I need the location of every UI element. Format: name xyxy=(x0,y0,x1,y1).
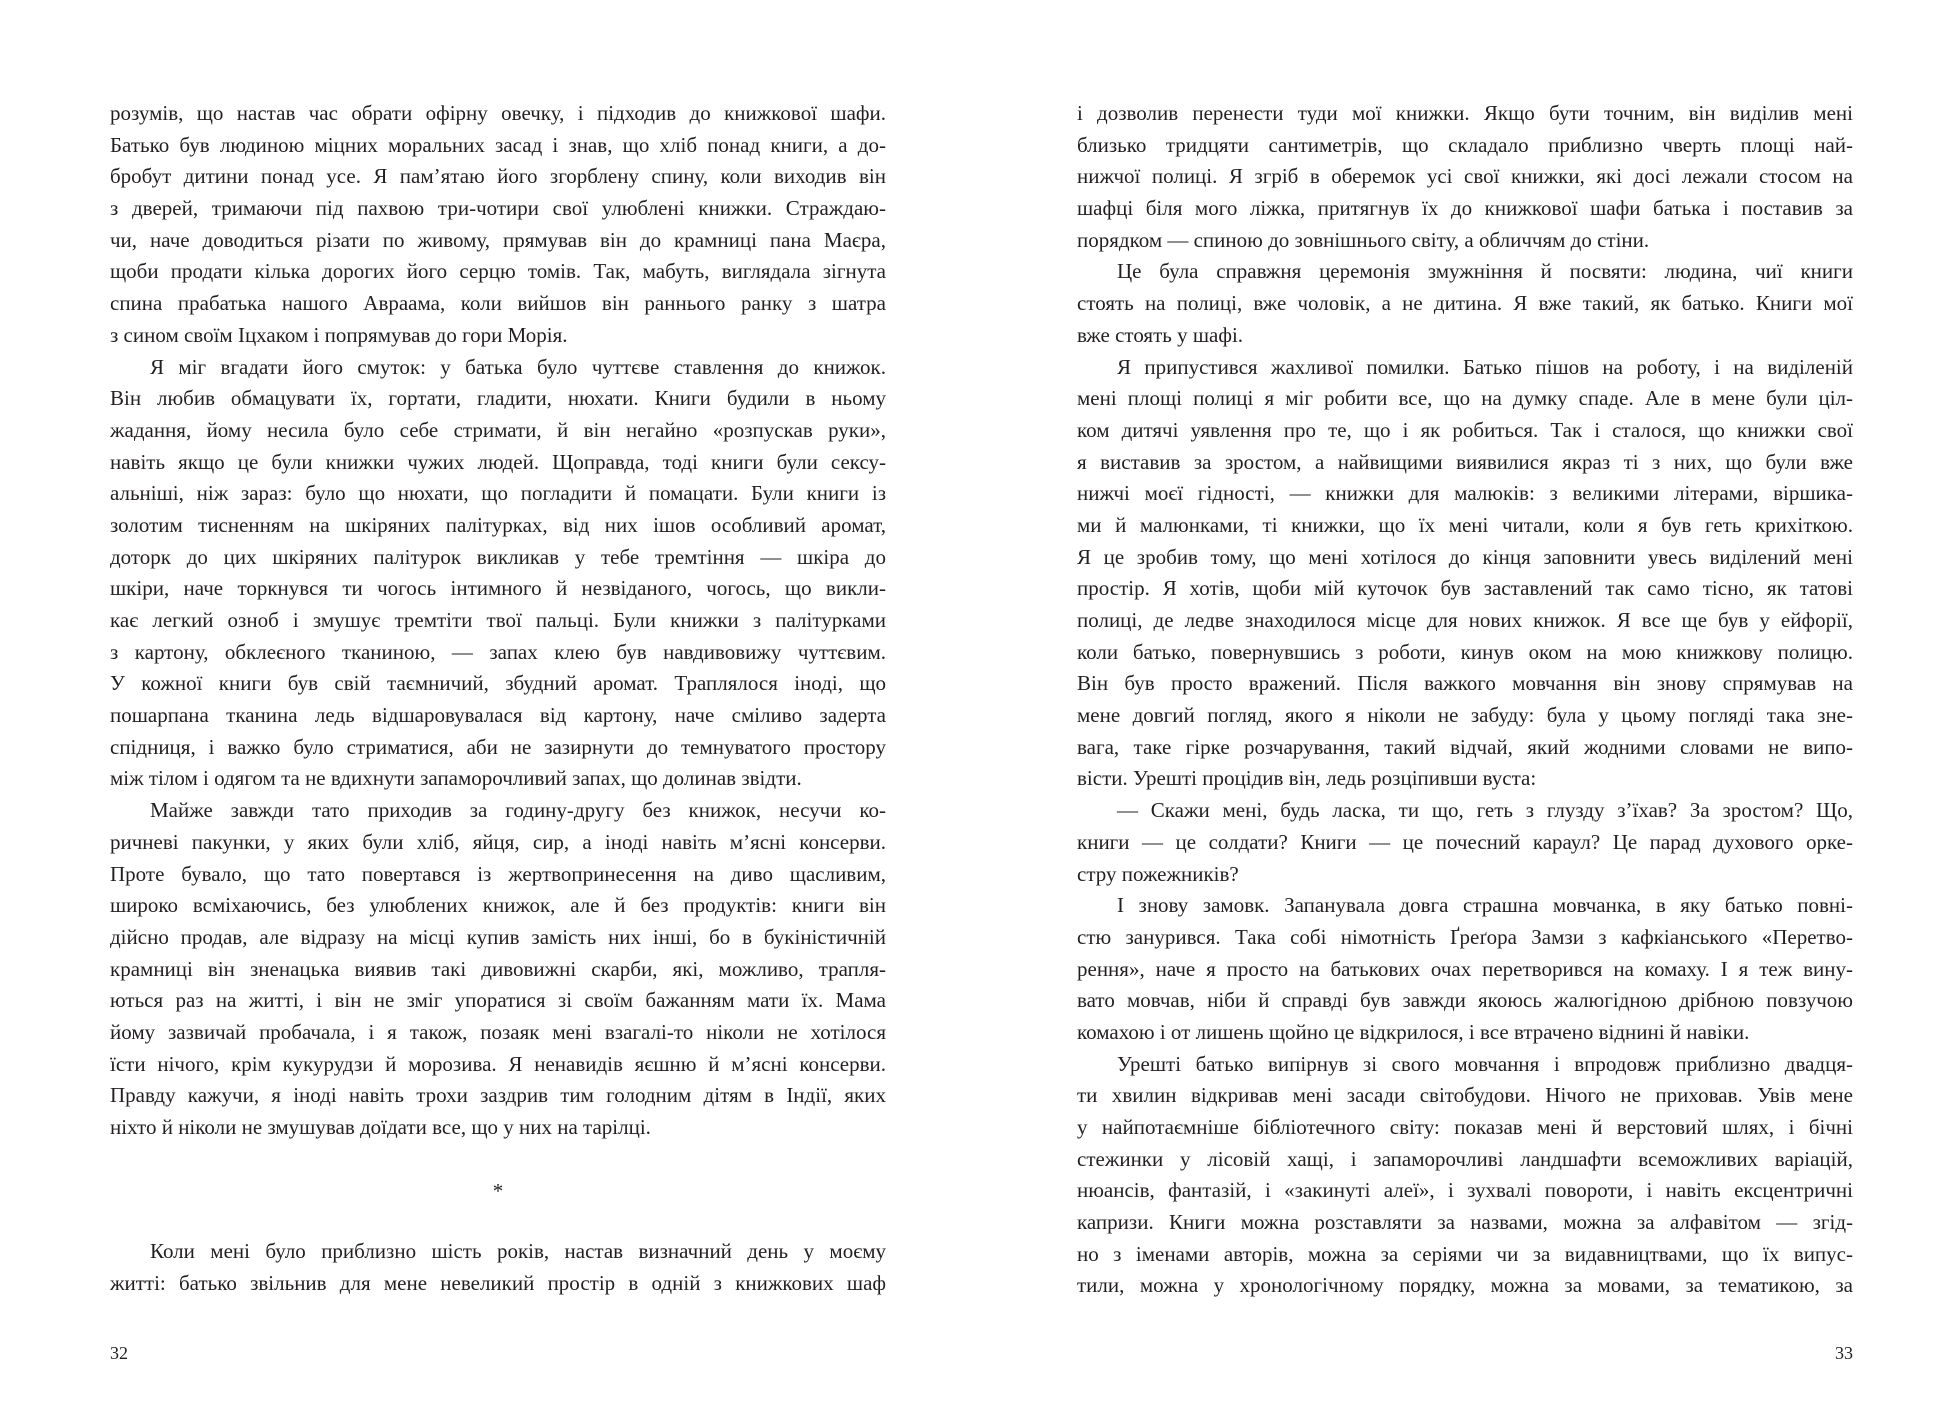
text-line: порядком — спиною до зовнішнього світу, а обличчям до стіни. xyxy=(1077,227,1650,252)
text-line: розумів, що настав час обрати офірну овечку, і підходив до книжкової шафи. xyxy=(110,101,886,125)
text-line: нижчі моєї гідності, — книжки для малюків: з великими літерами, віршика- xyxy=(1077,481,1853,506)
text-line: Коли мені було приблизно шість років, настав визначний день у моєму xyxy=(150,1239,886,1263)
text-line: нюансів, фантазій, і «закинуті алеї», і зухвалі повороти, і навіть ексцентричні xyxy=(1077,1178,1853,1203)
text-line: спина прабатька нашого Авраама, коли вийшов він раннього ранку з шатра xyxy=(110,291,886,316)
text-line: Я міг вгадати його смуток: у батька було чуттєве ставлення до книжок. xyxy=(150,354,886,379)
text-line: золотим тисненням на шкіряних палітурках, від них ішов особливий аромат, xyxy=(110,512,886,537)
text-line: житті: батько звільнив для мене невеликий простір в одній з книжкових шаф xyxy=(110,1270,886,1295)
text-line: книги — це солдати? Книги — це почесний караул? Це парад духового орке- xyxy=(1077,829,1853,854)
paragraph xyxy=(1077,795,1853,890)
text-line: між тілом і одягом та не вдихнути запаморочливий запах, що долинав звідти. xyxy=(110,766,802,791)
text-line: стю занурився. Така собі німотність Ґреґора Замзи з кафкіанського «Перетво- xyxy=(1077,924,1853,949)
text-line: рення», наче я просто на батькових очах перетворився на комаху. І я теж вину- xyxy=(1077,956,1853,981)
paragraph xyxy=(1077,890,1853,1048)
text-line: полиці, де ледве знаходилося місце для нових книжок. Я все ще був у ейфорії, xyxy=(1077,608,1853,632)
text-line: ніхто й ніколи не змушував доїдати все, що у них на тарілці. xyxy=(110,1115,651,1139)
text-line: комахою і от лишень щойно це відкрилося, і все втрачено віднині й навіки. xyxy=(1077,1019,1750,1044)
left-page-section-2 xyxy=(110,1236,886,1299)
text-line: навіть якщо це були книжки чужих людей. Щоправда, тоді книги були сексу- xyxy=(110,449,886,474)
text-line: вже стоять у шафі. xyxy=(1077,322,1244,347)
text-line: Це була справжня церемонія змужніння й посвяти: людина, чиї книги xyxy=(1117,259,1853,284)
text-line: стежинки у лісовій хащі, і запаморочливі ландшафти всеможливих варіацій, xyxy=(1077,1146,1853,1171)
text-line: нижчої полиці. Я згріб в оберемок усі свої книжки, які досі лежали стосом на xyxy=(1077,164,1853,189)
text-line: крамниці він зненацька виявив такі дивовижні скарби, які, можливо, трапля- xyxy=(110,956,886,981)
text-line: стру пожежників? xyxy=(1077,861,1239,886)
text-line: мене довгий погляд, якого я ніколи не забуду: була у цьому погляді така зне- xyxy=(1077,703,1853,728)
text-line: ком дитячі уявлення про те, що і як робиться. Так і сталося, що книжки свої xyxy=(1077,417,1853,442)
text-line: шкіри, наче торкнувся ти чогось інтимного й незвіданого, чогось, що викли- xyxy=(110,576,886,601)
page-number-left: 32 xyxy=(110,1343,128,1363)
paragraph xyxy=(1077,256,1853,351)
right-page-text xyxy=(1077,98,1853,1302)
text-line: Батько був людиною міцних моральних засад і знав, що хліб понад книги, а до- xyxy=(110,132,886,157)
text-line: у найпотаємніше бібліотечного світу: показав мені й верстовий шлях, і бічні xyxy=(1077,1115,1853,1139)
text-line: Він любив обмацувати їх, гортати, гладити, нюхати. Книги будили в ньому xyxy=(110,386,886,411)
text-line: з картону, обклеєного тканиною, — запах клею був навдивовижу чуттєвим. xyxy=(110,639,886,664)
text-line: тили, можна у хронологічному порядку, можна за мовами, за тематикою, за xyxy=(1077,1273,1853,1298)
text-line: широко всміхаючись, без улюблених книжок, але й без продуктів: книги він xyxy=(110,893,886,918)
text-line: кає легкий озноб і змушує тремтіти твої пальці. Були книжки з палітурками xyxy=(110,608,886,632)
text-line: У кожної книги був свій таємничий, збудний аромат. Траплялося іноді, що xyxy=(110,671,886,696)
text-line: чи, наче доводиться різати по живому, прямував він до крамниці пана Маєра, xyxy=(110,227,886,252)
text-line: близько тридцяти сантиметрів, що складало приблизно чверть площі най- xyxy=(1077,132,1853,157)
text-line: мені площі полиці я міг робити все, що на думку спаде. Але в мене були ціл- xyxy=(1077,386,1853,411)
text-line: І знову замовк. Запанувала довга страшна мовчанка, в яку батько повні- xyxy=(1117,893,1853,918)
text-line: з дверей, тримаючи під пахвою три-чотири свої улюблені книжки. Страждаю- xyxy=(110,196,886,221)
text-line: Правду кажучи, я іноді навіть трохи заздрив тим голодним дітям в Індії, яких xyxy=(110,1083,886,1108)
paragraph xyxy=(110,1236,886,1299)
text-line: стоять на полиці, вже чоловік, а не дитина. Я вже такий, як батько. Книги мої xyxy=(1077,291,1853,316)
text-line: ми й малюнками, ті книжки, що їх мені читали, коли я був геть крихіткою. xyxy=(1077,512,1853,537)
text-line: спідниця, і важко було стриматися, аби не зазирнути до темнуватого простору xyxy=(110,734,886,759)
text-line: щоби продати кілька дорогих його серцю томів. Так, мабуть, виглядала зігнута xyxy=(110,259,886,284)
text-line: вага, таке гірке розчарування, такий відчай, який жодними словами не випо- xyxy=(1077,734,1853,759)
text-line: вато мовчав, ніби й справді був завжди якоюсь жалюгідною дрібною повзучою xyxy=(1077,988,1853,1013)
text-line: капризи. Книги можна розставляти за назвами, можна за алфавітом — згід- xyxy=(1077,1210,1853,1235)
paragraph xyxy=(110,98,886,352)
text-line: Урешті батько випірнув зі свого мовчання і впродовж приблизно двадця- xyxy=(1117,1051,1853,1076)
left-page-text xyxy=(110,98,886,1144)
text-line: Майже завжди тато приходив за годину-другу без книжок, несучи ко- xyxy=(150,798,886,823)
text-line: шафці біля мого ліжка, притягнув їх до книжкової шафи батька і поставив за xyxy=(1077,196,1853,221)
text-line: пошарпана тканина ледь відшаровувалася від картону, наче сміливо задерта xyxy=(110,703,886,728)
text-line: ються раз на житті, і він не зміг упоратися зі своїм бажанням мати їх. Мама xyxy=(110,988,886,1013)
paragraph xyxy=(1077,352,1853,796)
text-line: ти хвилин відкривав мені засади світобудови. Нічого не приховав. Увів мене xyxy=(1077,1083,1853,1108)
text-line: коли батько, повернувшись з роботи, кинув оком на мою книжкову полицю. xyxy=(1077,639,1853,664)
text-line: з сином своїм Іцхаком і попрямував до гори Морія. xyxy=(110,322,568,347)
text-line: альніші, ніж зараз: було що нюхати, що погладити й помацати. Були книги із xyxy=(110,481,886,506)
section-separator: * xyxy=(492,1179,504,1203)
text-line: дійсно продав, але відразу на місці купив замість них інші, бо в букіністичній xyxy=(110,924,886,949)
text-line: і дозволив перенести туди мої книжки. Якщо бути точним, він виділив мені xyxy=(1077,101,1853,125)
paragraph xyxy=(110,352,886,796)
text-line: — Скажи мені, будь ласка, ти що, геть з глузду з’їхав? За зростом? Що, xyxy=(1117,798,1853,823)
paragraph xyxy=(1077,98,1853,256)
paragraph xyxy=(110,795,886,1144)
paragraph xyxy=(1077,1049,1853,1303)
text-line: Я це зробив тому, що мені хотілося до кінця заповнити увесь виділений мені xyxy=(1077,544,1853,569)
text-line: я виставив за зростом, а найвищими виявилися якраз ті з них, що були вже xyxy=(1077,449,1853,474)
text-line: вісти. Урешті процідив він, ледь розціпивши вуста: xyxy=(1077,766,1537,791)
page-number-right: 33 xyxy=(1835,1343,1853,1363)
text-line: бробут дитини понад усе. Я пам’ятаю його згорблену спину, коли виходив він xyxy=(110,164,886,189)
text-line: жадання, йому несила було себе стримати, й він негайно «розпускав руки», xyxy=(110,417,886,442)
text-line: їсти нічого, крім кукурудзи й морозива. Я ненавидів яєшню й м’ясні консерви. xyxy=(110,1051,886,1076)
text-line: простір. Я хотів, щоби мій куточок був заставлений так само тісно, як татові xyxy=(1077,576,1853,601)
text-line: Він був просто вражений. Після важкого мовчання він знову спрямував на xyxy=(1077,671,1853,696)
text-line: но з іменами авторів, можна за серіями чи за видавництвами, що їх випус- xyxy=(1077,1241,1853,1266)
text-line: доторк до цих шкіряних палітурок викликав у тебе тремтіння — шкіра до xyxy=(110,544,886,569)
text-line: Проте бувало, що тато повертався із жертвопринесення на диво щасливим, xyxy=(110,861,886,886)
text-line: Я припустився жахливої помилки. Батько пішов на роботу, і на виділеній xyxy=(1117,354,1853,379)
text-line: ричневі пакунки, у яких були хліб, яйця, сир, а іноді навіть м’ясні консерви. xyxy=(110,829,886,854)
text-line: йому зазвичай пробачала, і я також, позаяк мені взагалі-то ніколи не хотілося xyxy=(110,1019,886,1044)
